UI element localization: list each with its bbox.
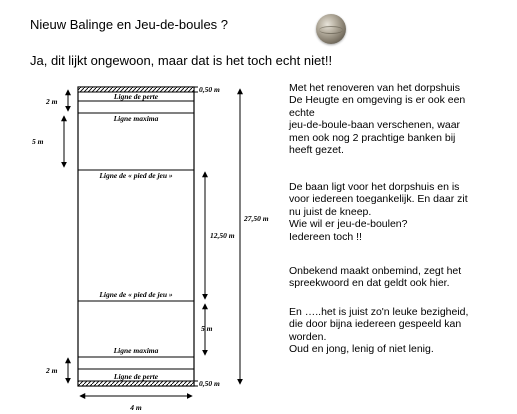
dim-total: 27,50 m [244,214,269,223]
paragraph-line: die door bijna iedereen gespeeld kan [289,318,462,331]
dim-top-2m: 2 m [46,97,58,106]
paragraph-2 [289,181,511,243]
page-title: Nieuw Balinge en Jeu-de-boules ? [30,17,229,32]
paragraph-line: Met het renoveren van het dorpshuis [289,82,461,94]
dim-top-margin: 0,50 m [199,85,220,94]
dim-width: 4 m [130,403,142,412]
paragraph-line: jeu-de-boule-baan verschenen, waar [289,119,461,132]
paragraph-line: En …..het is juist zo'n leuke bezigheid, [289,306,469,318]
label-bottom-pied: Ligne de « pied de jeu » [99,290,173,299]
paragraph-4 [289,306,511,356]
label-top-pied: Ligne de « pied de jeu » [99,171,173,180]
paragraph-line: Wie wil er jeu-de-boulen? [289,218,408,231]
dim-bottom-2m: 2 m [46,366,58,375]
paragraph-line: De Heugte en omgeving is er ook een [289,94,466,107]
dim-left-5m: 5 m [32,137,44,146]
paragraph-line: heeft gezet. [289,144,344,157]
paragraph-line: nu juist de kneep. [289,205,372,218]
paragraph-3 [289,265,511,290]
court-outline [78,87,194,386]
label-bottom-maxima: Ligne maxima [113,346,159,355]
paragraph-line: worden. [289,330,327,343]
label-top-maxima: Ligne maxima [113,114,159,123]
paragraph-line: Onbekend maakt onbemind, zegt het [289,265,462,277]
paragraph-line: echte [289,106,315,119]
paragraph-1 [289,82,511,156]
paragraph-line: men ook nog 2 prachtige banken bij [289,131,456,144]
paragraph-line: Iedereen toch !! [289,230,362,243]
paragraph-line: De baan ligt voor het dorpshuis en is [289,181,460,193]
paragraph-line: spreekwoord en dat geldt ook hier. [289,277,450,290]
page-subtitle: Ja, dit lijkt ongewoon, maar dat is het toch echt niet!! [30,53,333,68]
bottom-margin-hatch [78,381,194,386]
dim-right-5m: 5 m [201,324,213,333]
dim-bottom-margin: 0,50 m [199,379,220,388]
paragraph-line: Oud en jong, lenig of niet lenig. [289,343,434,356]
dim-middle: 12,50 m [210,231,235,240]
label-bottom-perte: Ligne de perte [113,372,159,381]
paragraph-line: voor iedereen toegankelijk. En daar zit [289,193,468,206]
label-top-perte: Ligne de perte [113,92,159,101]
